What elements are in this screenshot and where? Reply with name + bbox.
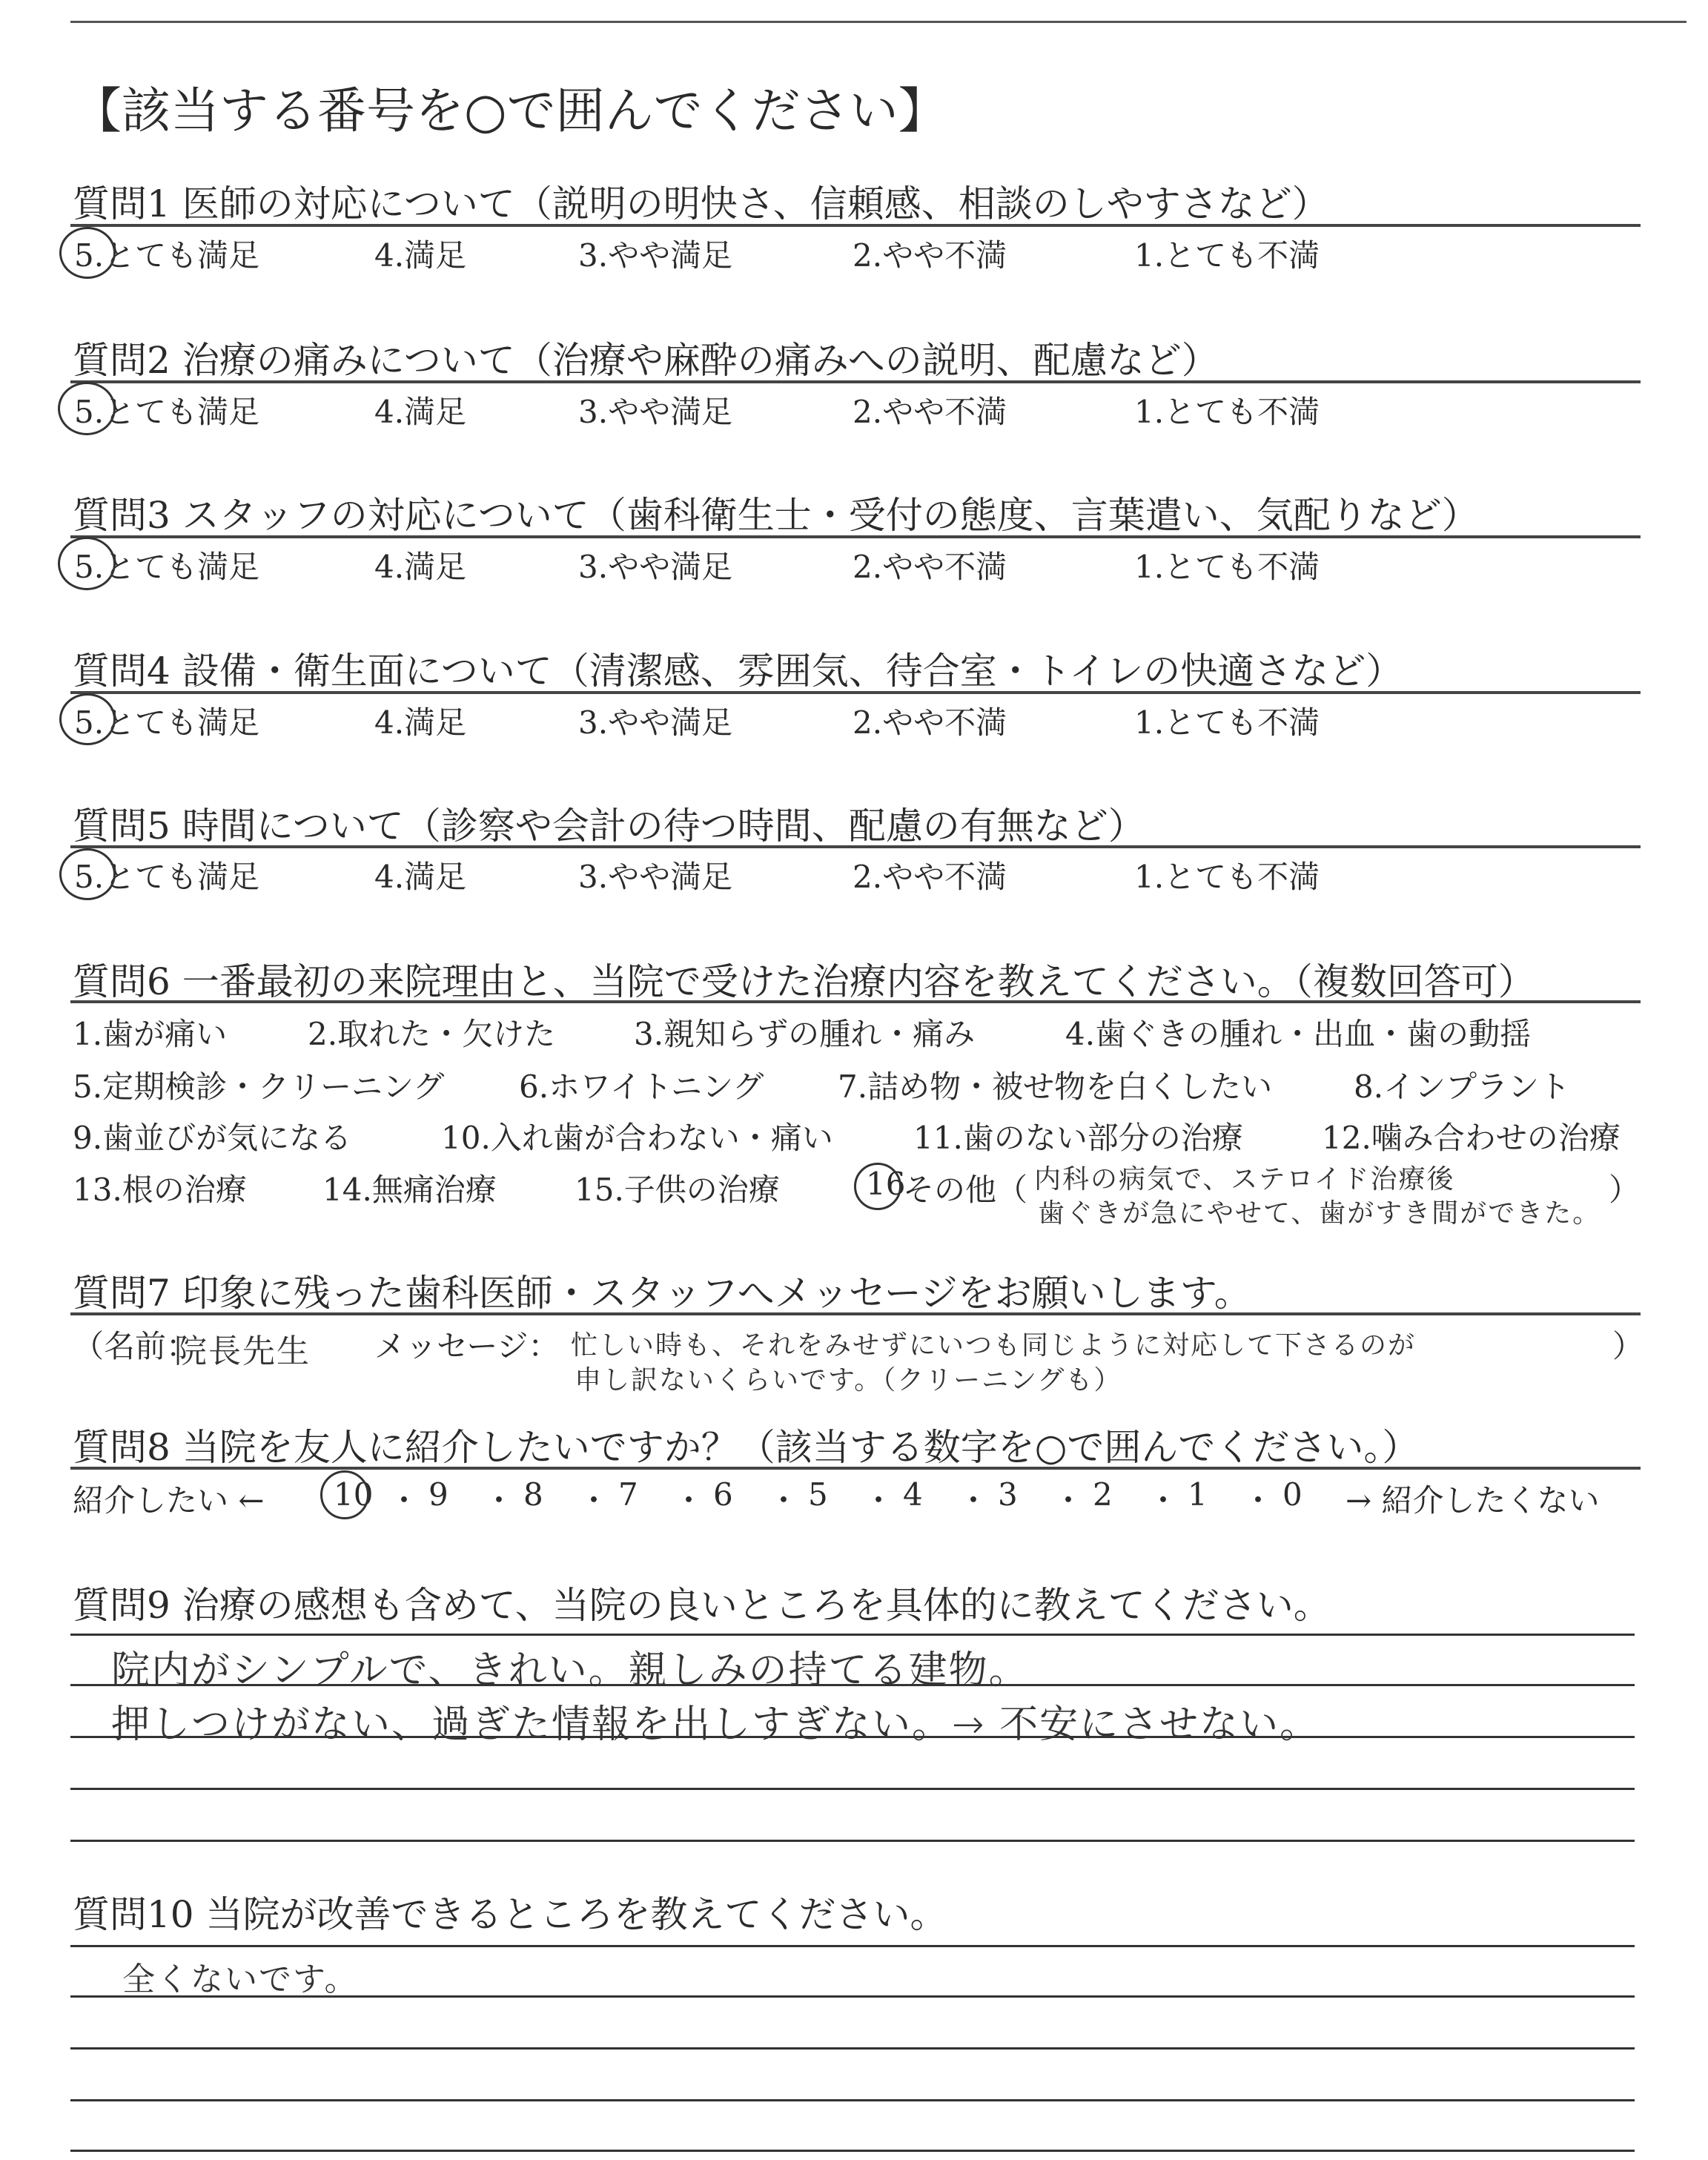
q6-option-16-number[interactable]: 16 <box>866 1166 906 1202</box>
q2-option-5[interactable]: 5.とても満足 <box>74 394 260 430</box>
q6-option-4[interactable]: 4.歯ぐきの腫れ・出血・歯の動揺 <box>1065 1016 1532 1052</box>
q7-message-line1: 忙しい時も、それをみせずにいつも同じように対応して下さるのが <box>571 1330 1417 1361</box>
q8-scale-2[interactable]: 2 <box>1093 1476 1113 1513</box>
q8-scale-separator: ・ <box>483 1482 515 1519</box>
q6-option-10[interactable]: 10.入れ歯が合わない・痛い <box>441 1120 833 1156</box>
q8-selection-circle <box>320 1470 369 1519</box>
q8-scale-separator: ・ <box>1148 1482 1179 1519</box>
q1-option-1[interactable]: 1.とても不満 <box>1134 237 1320 274</box>
q4-option-5[interactable]: 5.とても満足 <box>74 704 260 741</box>
q10-writing-line-4 <box>70 2099 1635 2101</box>
q2-selection-circle <box>58 382 116 435</box>
q8-scale-7[interactable]: 7 <box>618 1476 638 1513</box>
q3-title: 質問3 スタッフの対応について（歯科衛生士・受付の態度、言葉遣い、気配りなど） <box>73 494 1479 537</box>
q5-option-5[interactable]: 5.とても満足 <box>74 859 260 895</box>
q3-option-3[interactable]: 3.やや満足 <box>578 549 733 585</box>
q1-option-4[interactable]: 4.満足 <box>374 237 467 274</box>
q8-scale-separator: ・ <box>1053 1482 1085 1519</box>
q7-rule <box>70 1312 1641 1315</box>
page-title: 【該当する番号を○で囲んでください】 <box>73 82 947 139</box>
q7-title: 質問7 印象に残った歯科医師・スタッフへメッセージをお願いします。 <box>73 1272 1251 1315</box>
q8-scale-6[interactable]: 6 <box>713 1476 733 1513</box>
q8-scale-separator: ・ <box>388 1482 420 1519</box>
q9-answer-line2: 押しつけがない、過ぎた情報を出しすぎない。→ 不安にさせない。 <box>111 1702 1320 1747</box>
q7-close-paren: ） <box>1612 1328 1644 1364</box>
q2-option-2[interactable]: 2.やや不満 <box>853 394 1007 430</box>
q6-option-16-label[interactable]: その他（ <box>903 1172 1028 1208</box>
q6-rule <box>70 1000 1641 1003</box>
q6-option-9[interactable]: 9.歯並びが気になる <box>73 1120 352 1156</box>
q5-option-1[interactable]: 1.とても不満 <box>1134 859 1320 895</box>
q9-writing-line-1 <box>70 1634 1635 1636</box>
q8-scale-separator: ・ <box>1242 1482 1274 1519</box>
q10-writing-line-1 <box>70 1945 1635 1947</box>
q1-rule <box>70 224 1641 227</box>
q8-scale-3[interactable]: 3 <box>998 1476 1018 1513</box>
q8-scale-1[interactable]: 1 <box>1188 1476 1208 1513</box>
q9-writing-line-4 <box>70 1788 1635 1790</box>
q8-scale-9[interactable]: 9 <box>428 1476 448 1513</box>
q5-selection-circle <box>59 848 116 900</box>
q9-answer-line1: 院内がシンプルで、きれい。親しみの持てる建物。 <box>111 1648 1029 1693</box>
q6-option-5[interactable]: 5.定期検診・クリーニング <box>73 1069 445 1105</box>
q6-option-6[interactable]: 6.ホワイトニング <box>519 1069 764 1105</box>
q10-title: 質問10 当院が改善できるところを教えてください。 <box>73 1893 947 1936</box>
q6-title: 質問6 一番最初の来院理由と、当院で受けた治療内容を教えてください。（複数回答可） <box>73 960 1535 1003</box>
q10-writing-line-3 <box>70 2047 1635 2050</box>
q7-message-line2: 申し訳ないくらいです。（クリーニングも） <box>575 1365 1122 1396</box>
q6-option-14[interactable]: 14.無痛治療 <box>322 1172 497 1208</box>
q9-title: 質問9 治療の感想も含めて、当院の良いところを具体的に教えてください。 <box>73 1584 1331 1627</box>
q6-option-15[interactable]: 15.子供の治療 <box>575 1172 780 1208</box>
q6-option-8[interactable]: 8.インプラント <box>1354 1069 1571 1105</box>
q3-option-1[interactable]: 1.とても不満 <box>1134 549 1320 585</box>
q2-rule <box>70 380 1641 383</box>
q6-option-7[interactable]: 7.詰め物・被せ物を白くしたい <box>838 1069 1273 1105</box>
q1-title: 質問1 医師の対応について（説明の明快さ、信頼感、相談のしやすさなど） <box>73 182 1329 225</box>
q3-option-4[interactable]: 4.満足 <box>374 549 467 585</box>
q5-option-2[interactable]: 2.やや不満 <box>853 859 1007 895</box>
q1-selection-circle <box>59 227 116 279</box>
q6-selection-circle <box>854 1163 901 1210</box>
q7-name-value: 院長先生 <box>174 1332 311 1370</box>
q8-scale-4[interactable]: 4 <box>903 1476 923 1513</box>
q4-option-3[interactable]: 3.やや満足 <box>578 704 733 741</box>
q3-option-5[interactable]: 5.とても満足 <box>74 549 260 585</box>
q6-other-answer-line2: 歯ぐきが急にやせて、歯がすき間ができた。 <box>1038 1198 1601 1229</box>
q7-message-label: メッセージ： <box>374 1328 560 1364</box>
q1-option-2[interactable]: 2.やや不満 <box>853 237 1007 274</box>
q8-scale-separator: ・ <box>863 1482 895 1519</box>
q6-option-13[interactable]: 13.根の治療 <box>73 1172 247 1208</box>
q10-answer-line1: 全くないです。 <box>122 1961 359 1998</box>
q8-scale-5[interactable]: 5 <box>808 1476 828 1513</box>
q7-name-label: （名前： <box>73 1328 198 1364</box>
q6-option-1[interactable]: 1.歯が痛い <box>73 1016 228 1052</box>
q5-option-3[interactable]: 3.やや満足 <box>578 859 733 895</box>
top-border <box>70 21 1687 23</box>
q8-scale-10[interactable]: 10 <box>334 1476 374 1513</box>
q6-option-3[interactable]: 3.親知らずの腫れ・痛み <box>634 1016 976 1052</box>
q2-option-3[interactable]: 3.やや満足 <box>578 394 733 430</box>
q3-option-2[interactable]: 2.やや不満 <box>853 549 1007 585</box>
q5-option-4[interactable]: 4.満足 <box>374 859 467 895</box>
q6-option-2[interactable]: 2.取れた・欠けた <box>308 1016 556 1052</box>
q8-scale-separator: ・ <box>578 1482 610 1519</box>
q1-option-3[interactable]: 3.やや満足 <box>578 237 733 274</box>
q2-option-4[interactable]: 4.満足 <box>374 394 467 430</box>
q5-rule <box>70 845 1641 848</box>
q6-option-11[interactable]: 11.歯のない部分の治療 <box>913 1120 1243 1156</box>
q6-option-12[interactable]: 12.噛み合わせの治療 <box>1322 1120 1621 1156</box>
q4-title: 質問4 設備・衛生面について（清潔感、雰囲気、待合室・トイレの快適さなど） <box>73 650 1403 693</box>
q8-title: 質問8 当院を友人に紹介したいですか？（該当する数字を○で囲んでください。） <box>73 1426 1420 1469</box>
q8-right-label: → 紹介したくない <box>1345 1482 1600 1519</box>
q6-other-answer-line1: 内科の病気で、ステロイド治療後 <box>1034 1164 1455 1195</box>
q4-rule <box>70 691 1641 694</box>
q8-scale-separator: ・ <box>673 1482 705 1519</box>
q1-option-5[interactable]: 5.とても満足 <box>74 237 260 274</box>
q8-scale-8[interactable]: 8 <box>523 1476 543 1513</box>
q8-rule <box>70 1467 1641 1470</box>
q5-title: 質問5 時間について（診察や会計の待つ時間、配慮の有無など） <box>73 805 1145 848</box>
q8-scale-0[interactable]: 0 <box>1282 1476 1302 1513</box>
q10-writing-line-5 <box>70 2150 1635 2152</box>
q3-selection-circle <box>58 537 116 590</box>
q6-option-16-close: ） <box>1609 1172 1641 1208</box>
q2-option-1[interactable]: 1.とても不満 <box>1134 394 1320 430</box>
q4-option-2[interactable]: 2.やや不満 <box>853 704 1007 741</box>
q8-scale-separator: ・ <box>768 1482 800 1519</box>
q2-title: 質問2 治療の痛みについて（治療や麻酔の痛みへの説明、配慮など） <box>73 339 1219 382</box>
q8-scale-separator: ・ <box>958 1482 990 1519</box>
q9-writing-line-5 <box>70 1840 1635 1842</box>
q4-option-4[interactable]: 4.満足 <box>374 704 467 741</box>
q4-option-1[interactable]: 1.とても不満 <box>1134 704 1320 741</box>
q4-selection-circle <box>59 693 116 745</box>
q8-left-label: 紹介したい ← <box>73 1482 265 1519</box>
q3-rule <box>70 535 1641 538</box>
